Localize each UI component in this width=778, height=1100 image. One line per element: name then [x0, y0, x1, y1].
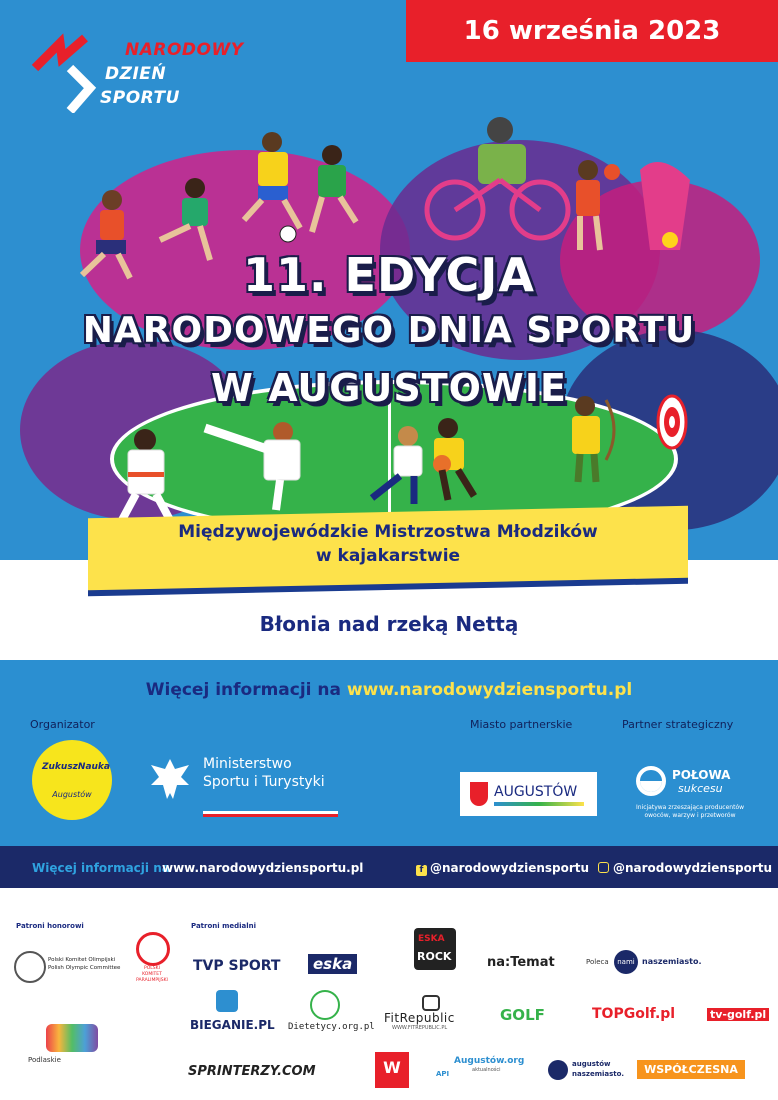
rhythmic-gymnast-figure — [640, 162, 690, 250]
organizer-logo — [32, 740, 112, 820]
polowa-sukcesu-logo — [620, 760, 760, 830]
polecane-naszemiasto-logo — [586, 950, 716, 974]
augustow-nasze-line-1: augustów — [572, 1060, 611, 1068]
organizer-logo-text-bottom: Augustów — [52, 790, 92, 799]
honorary-patrons-label: Patroni honorowi — [16, 922, 84, 930]
championship-banner-text — [88, 520, 688, 568]
instagram-handle[interactable] — [598, 861, 772, 875]
bieganie-logo — [190, 990, 275, 1035]
instagram-icon — [598, 862, 609, 873]
pkol-line-2: Polish Olympic Committee — [48, 965, 121, 971]
event-date: 16 września 2023 — [406, 0, 778, 62]
tvp-sport-logo: TVP SPORT — [193, 958, 281, 974]
augustow-crest-icon — [470, 782, 488, 806]
cyclist-figure — [427, 117, 568, 238]
ministry-line-1: Ministerstwo — [203, 756, 292, 772]
logo-text-narodowy: NARODOWY — [125, 40, 244, 60]
wspolczesna-logo: WSPÓŁCZESNA — [637, 1060, 745, 1079]
facebook-handle[interactable] — [416, 861, 589, 876]
bieganie-text: BIEGANIE.PL — [190, 1018, 275, 1032]
augustow-nami-badge — [548, 1060, 568, 1080]
api-text: API — [436, 1070, 450, 1078]
dietetycy-apple-icon — [310, 990, 340, 1020]
basketball-girl-figure — [433, 418, 474, 500]
naszemiasto-text: naszemiasto. — [642, 957, 702, 966]
logo-text-sportu: SPORTU — [100, 88, 180, 108]
banner-line-2: w kajakarstwie — [315, 546, 461, 566]
eska-logo: eska — [308, 954, 357, 974]
organizer-logo-text-top: ZukuszNauka — [42, 762, 110, 772]
podlaskie-logo — [28, 1020, 108, 1070]
contact-band — [0, 846, 778, 888]
title-edition: 11. EDYCJA — [243, 248, 535, 302]
website-link[interactable]: www.narodowydziensportu.pl — [346, 680, 633, 700]
taekwondo-figure — [205, 422, 300, 510]
contact-band-label: Więcej informacji na — [32, 861, 170, 875]
title-event: NARODOWEGO DNIA SPORTU — [82, 310, 696, 351]
poleca-text: Poleca — [586, 958, 609, 966]
bieganie-icon — [216, 990, 238, 1012]
polowa-circle-icon — [636, 766, 666, 796]
topgolf-logo: TOPGolf.pl — [592, 1006, 676, 1022]
pkp-line-2: KOMITET — [142, 972, 162, 977]
media-patrons-label: Patroni medialni — [191, 922, 257, 930]
augustow-city-logo — [460, 772, 597, 816]
event-location: Błonia nad rzeką Nettą — [259, 612, 519, 636]
pkp-logo — [132, 932, 172, 992]
instagram-handle-text: @narodowydziensportu — [613, 861, 773, 875]
podlaskie-bison-icon — [46, 1024, 98, 1052]
organizer-label: Organizator — [30, 718, 95, 731]
golf-logo: GOLF — [500, 1006, 545, 1024]
logo-mark-icon — [30, 33, 100, 113]
augustow-nasze-line-2: naszemiasto. — [572, 1070, 625, 1078]
augustow-org-logo — [436, 1056, 526, 1086]
pkp-line-3: PARALIMPIJSKI — [136, 978, 168, 983]
narodowy-dzien-sportu-logo — [30, 28, 270, 118]
ww-logo — [375, 1052, 409, 1088]
karate-figure — [122, 429, 170, 520]
city-partner-label: Miasto partnerskie — [470, 718, 573, 731]
pkol-line-1: Polski Komitet Olimpijski — [48, 957, 116, 963]
pkol-logo — [14, 945, 124, 985]
footballer-green-figure — [312, 145, 356, 232]
logo-text-dzien: DZIEŃ — [105, 64, 167, 84]
olympic-rings-icon — [14, 951, 46, 983]
pkp-line-1: POLSKI — [144, 966, 160, 971]
nami-badge: nami — [614, 950, 638, 974]
strategic-partner-label: Partner strategiczny — [622, 718, 734, 731]
title-city: W AUGUSTOWIE — [211, 366, 567, 410]
polish-flag-stripe — [203, 811, 338, 817]
polowa-line-1: POŁOWA — [672, 768, 731, 782]
fitrepublic-url: WWW.FITREPUBLIC.PL — [392, 1025, 448, 1031]
facebook-handle-text: @narodowydziensportu — [430, 861, 590, 875]
pkp-circle-icon — [136, 932, 170, 966]
fitrepublic-icon — [422, 995, 440, 1011]
polowa-desc-2: owoców, warzyw i przetworów — [644, 812, 736, 819]
more-info-line — [0, 680, 778, 700]
polowa-line-2: sukcesu — [678, 782, 723, 795]
eska-rock-logo — [414, 928, 456, 970]
augustow-org-text: Augustów.org — [454, 1056, 525, 1066]
fitrepublic-text: FitRepublic — [384, 1011, 455, 1025]
ww-text: W — [383, 1058, 401, 1077]
sprinterzy-logo: SPRINTERZY.COM — [188, 1064, 316, 1079]
augustow-naszemiasto-logo — [548, 1058, 628, 1084]
dietetycy-text: Dietetycy.org.pl — [288, 1022, 375, 1032]
facebook-icon: f — [416, 865, 427, 876]
podlaskie-text: Podlaskie — [28, 1056, 61, 1064]
augustow-org-sub: aktualności — [472, 1067, 501, 1073]
more-info-prefix: Więcej informacji na — [145, 680, 347, 700]
gymnast-figure — [576, 160, 620, 250]
natemat-logo: na:Temat — [487, 955, 555, 970]
ministry-line-2: Sportu i Turystyki — [203, 774, 325, 790]
polowa-desc-1: Inicjatywa zrzeszająca producentów — [635, 804, 745, 811]
eska-rock-bottom: ROCK — [417, 950, 452, 963]
augustow-wave — [494, 802, 584, 806]
banner-line-1: Międzywojewódzkie Mistrzostwa Młodzików — [178, 522, 598, 542]
tvgolf-logo: tv-golf.pl — [707, 1008, 769, 1021]
augustow-name: AUGUSTÓW — [494, 784, 578, 800]
boy-soccer-figure — [244, 132, 300, 242]
eska-rock-top: ESKA — [418, 934, 445, 944]
contact-band-url[interactable]: www.narodowydziensportu.pl — [162, 861, 364, 875]
basketball-boy-figure — [372, 426, 422, 504]
fitrepublic-logo — [384, 995, 474, 1035]
ministry-logo — [145, 755, 325, 791]
dietetycy-logo — [288, 990, 378, 1035]
